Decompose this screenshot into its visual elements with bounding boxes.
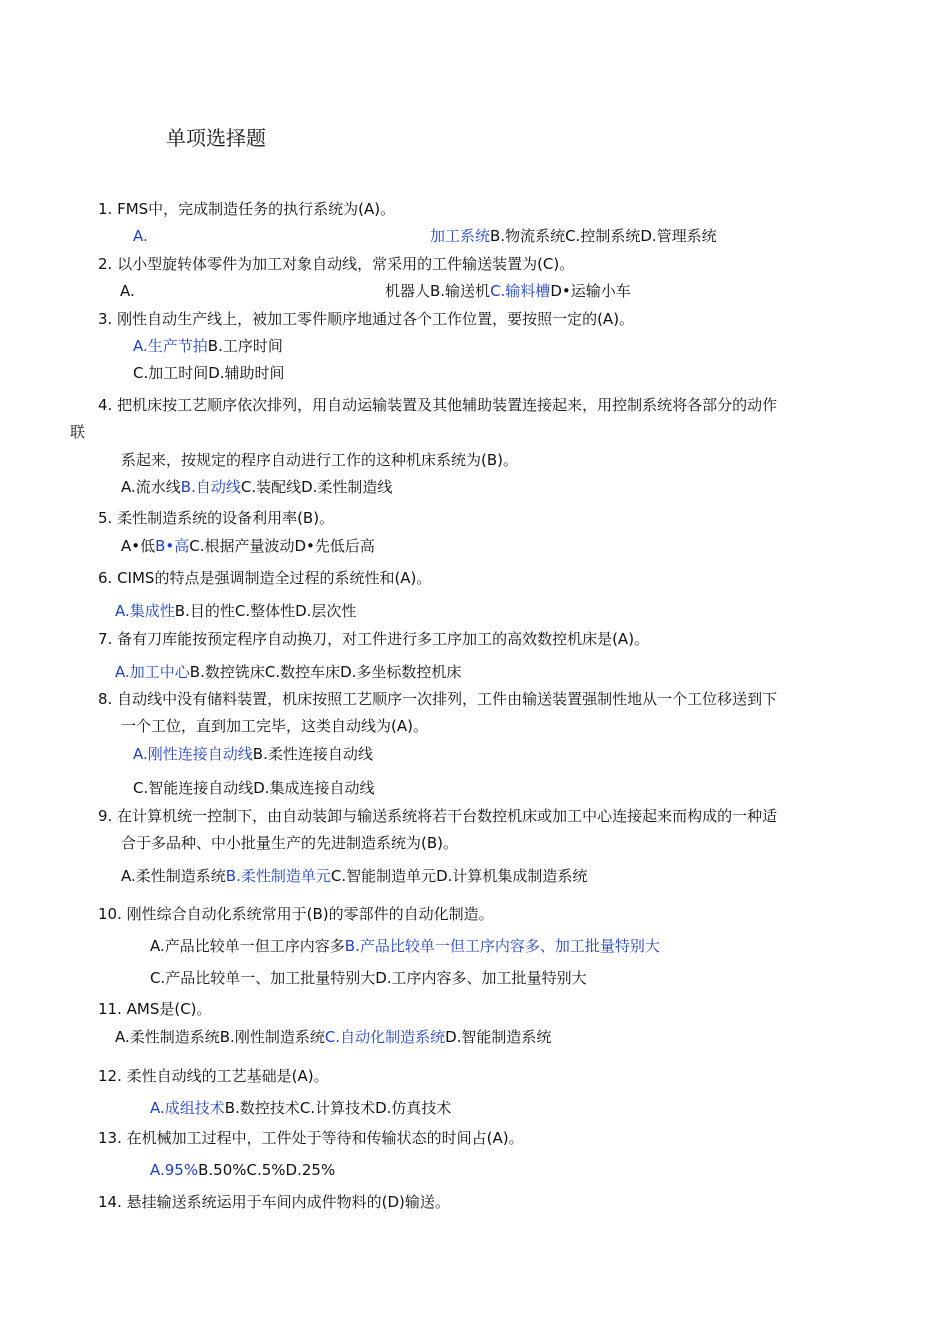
options: A.成组技术B.数控技术C.计算技术D.仿真技术 xyxy=(150,1099,452,1117)
question-stem: 8. 自动线中没有储料装置，机床按照工艺顺序一次排列，工件由输送装置强制性地从一个工位移送到下 xyxy=(98,690,778,708)
options: A.生产节拍B.工序时间 xyxy=(133,337,283,355)
options: 机器人B.输送机C.输料槽D•运输小车 xyxy=(385,282,631,300)
options: A.集成性B.目的性C.整体性D.层次性 xyxy=(115,602,357,620)
question-stem: 14. 悬挂输送系统运用于车间内成件物料的(D)输送。 xyxy=(98,1193,450,1211)
options: A•低B•高C.根据产量波动D•先低后高 xyxy=(121,537,375,555)
question-stem: 3. 刚性自动生产线上，被加工零件顺序地通过各个工作位置，要按照一定的(A)。 xyxy=(98,310,635,328)
question-stem: 13. 在机械加工过程中，工件处于等待和传输状态的时间占(A)。 xyxy=(98,1129,524,1147)
options: A.柔性制造系统B.刚性制造系统C.自动化制造系统D.智能制造系统 xyxy=(115,1028,552,1046)
options: A.加工中心B.数控铣床C.数控车床D.多坐标数控机床 xyxy=(115,663,462,681)
options: C.加工时间D.辅助时间 xyxy=(133,364,285,382)
question-stem: 11. AMS是(C)。 xyxy=(98,1000,212,1018)
question-stem-cont: 联 xyxy=(70,423,86,441)
options: A.产品比较单一但工序内容多B.产品比较单一但工序内容多、加工批量特别大 xyxy=(150,937,660,955)
question-stem: 12. 柔性自动线的工艺基础是(A)。 xyxy=(98,1067,329,1085)
options: C.产品比较单一、加工批量特别大D.工序内容多、加工批量特别大 xyxy=(150,969,587,987)
question-stem: 1. FMS中，完成制造任务的执行系统为(A)。 xyxy=(98,200,396,218)
question-stem: 9. 在计算机统一控制下，由自动装卸与输送系统将若干台数控机床或加工中心连接起来而构成的一种适 xyxy=(98,807,778,825)
question-stem-cont: 系起来，按规定的程序自动进行工作的这种机床系统为(B)。 xyxy=(121,451,518,469)
options: A.柔性制造系统B.柔性制造单元C.智能制造单元D.计算机集成制造系统 xyxy=(121,867,588,885)
question-stem-cont: 一个工位，直到加工完毕，这类自动线为(A)。 xyxy=(121,717,428,735)
option-a: A. xyxy=(133,227,148,245)
options: 加工系统B.物流系统C.控制系统D.管理系统 xyxy=(430,227,717,245)
options: C.智能连接自动线D.集成连接自动线 xyxy=(133,779,375,797)
options: A.95%B.50%C.5%D.25% xyxy=(150,1161,336,1179)
question-stem-cont: 合于多品种、中小批量生产的先进制造系统为(B)。 xyxy=(121,834,458,852)
question-stem: 7. 备有刀库能按预定程序自动换刀，对工件进行多工序加工的高效数控机床是(A)。 xyxy=(98,630,650,648)
question-stem: 5. 柔性制造系统的设备利用率(B)。 xyxy=(98,509,335,527)
options: A.刚性连接自动线B.柔性连接自动线 xyxy=(133,745,373,763)
question-stem: 6. CIMS的特点是强调制造全过程的系统性和(A)。 xyxy=(98,569,432,587)
option-a: A. xyxy=(120,282,135,300)
page-title: 单项选择题 xyxy=(166,126,266,150)
question-stem: 2. 以小型旋转体零件为加工对象自动线，常采用的工件输送装置为(C)。 xyxy=(98,255,575,273)
options: A.流水线B.自动线C.装配线D.柔性制造线 xyxy=(121,478,393,496)
question-stem: 4. 把机床按工艺顺序依次排列，用自动运输装置及其他辅助装置连接起来，用控制系统将各部分的动作 xyxy=(98,396,778,414)
question-stem: 10. 刚性综合自动化系统常用于(B)的零部件的自动化制造。 xyxy=(98,905,494,923)
